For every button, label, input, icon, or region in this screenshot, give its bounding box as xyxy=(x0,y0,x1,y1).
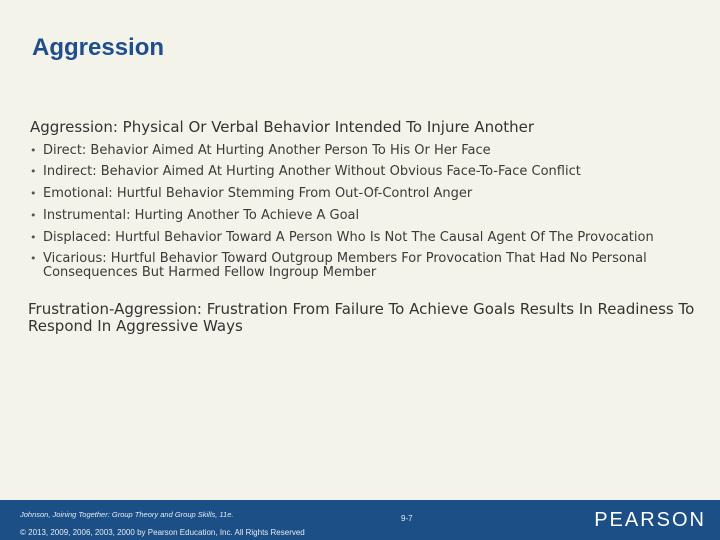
page-number: 9-7 xyxy=(401,514,413,523)
bullet-vicarious: • Vicarious: Hurtful Behavior Toward Outgroup Members For Provocation That Had No Personal Consequences But Harmed Fellow Ingroup Member xyxy=(30,252,680,280)
bullet-displaced: • Displaced: Hurtful Behavior Toward A Person Who Is Not The Causal Agent Of The Provocation xyxy=(30,231,680,245)
aggression-types-list xyxy=(30,144,680,280)
bullet-indirect: • Indirect: Behavior Aimed At Hurting Another Without Obvious Face-To-Face Conflict xyxy=(30,165,680,179)
aggression-definition: Aggression: Physical Or Verbal Behavior Intended To Injure Another xyxy=(30,118,535,136)
bullet-emotional: • Emotional: Hurtful Behavior Stemming From Out-Of-Control Anger xyxy=(30,187,680,201)
frustration-aggression-definition: Frustration-Aggression: Frustration From Failure To Achieve Goals Results In Readiness To Respond In Aggressive Ways xyxy=(28,300,695,335)
footer-bar xyxy=(0,500,720,540)
bullet-instrumental: • Instrumental: Hurting Another To Achieve A Goal xyxy=(30,209,680,223)
pearson-logo: PEARSON xyxy=(594,509,706,531)
bullet-direct: • Direct: Behavior Aimed At Hurting Another Person To His Or Her Face xyxy=(30,144,680,158)
footer-source: Johnson, Joining Together: Group Theory and Group Skills, 11e. xyxy=(20,510,234,519)
slide-title: Aggression xyxy=(32,34,165,61)
footer-copyright: © 2013, 2009, 2006, 2003, 2000 by Pearson Education, Inc. All Rights Reserved xyxy=(20,528,305,537)
